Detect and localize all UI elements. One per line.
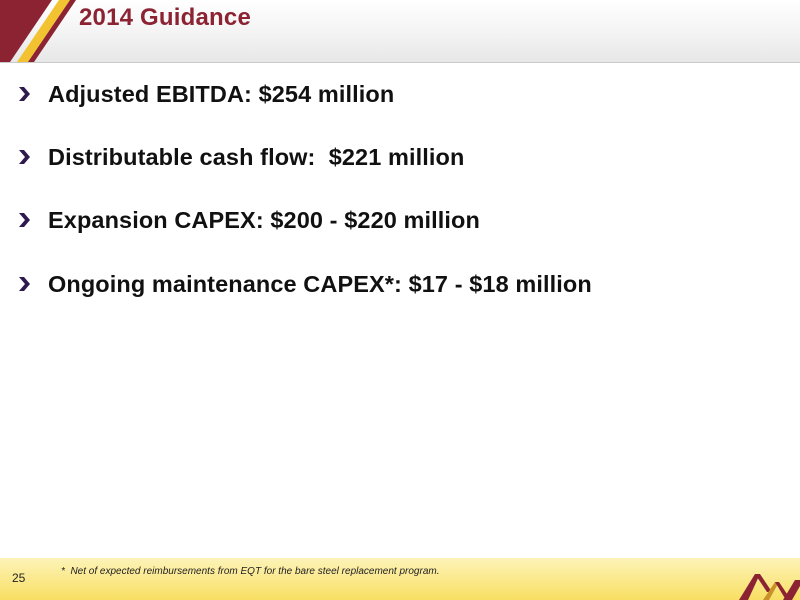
company-logo — [739, 572, 800, 600]
bullet-text: Distributable cash flow: $221 million — [48, 143, 465, 170]
bullet-text: Adjusted EBITDA: $254 million — [48, 80, 395, 107]
chevron-right-icon — [18, 213, 31, 227]
bullet-text: Ongoing maintenance CAPEX*: $17 - $18 million — [48, 270, 592, 297]
bullet-item — [18, 79, 394, 109]
slide-footer — [0, 558, 800, 600]
chevron-right-icon — [18, 277, 31, 291]
bullet-item — [18, 269, 592, 299]
footnote: * Net of expected reimbursements from EQT for the bare steel replacement program. — [61, 566, 440, 577]
chevron-right-icon — [18, 87, 31, 101]
slide-title: 2014 Guidance — [79, 4, 252, 31]
bullet-item — [18, 142, 464, 172]
header-corner-graphic — [0, 0, 80, 62]
page-number: 25 — [12, 571, 26, 585]
bullet-text: Expansion CAPEX: $200 - $220 million — [48, 206, 480, 233]
bullet-item — [18, 205, 480, 235]
slide-header — [0, 0, 800, 63]
chevron-right-icon — [18, 150, 31, 164]
